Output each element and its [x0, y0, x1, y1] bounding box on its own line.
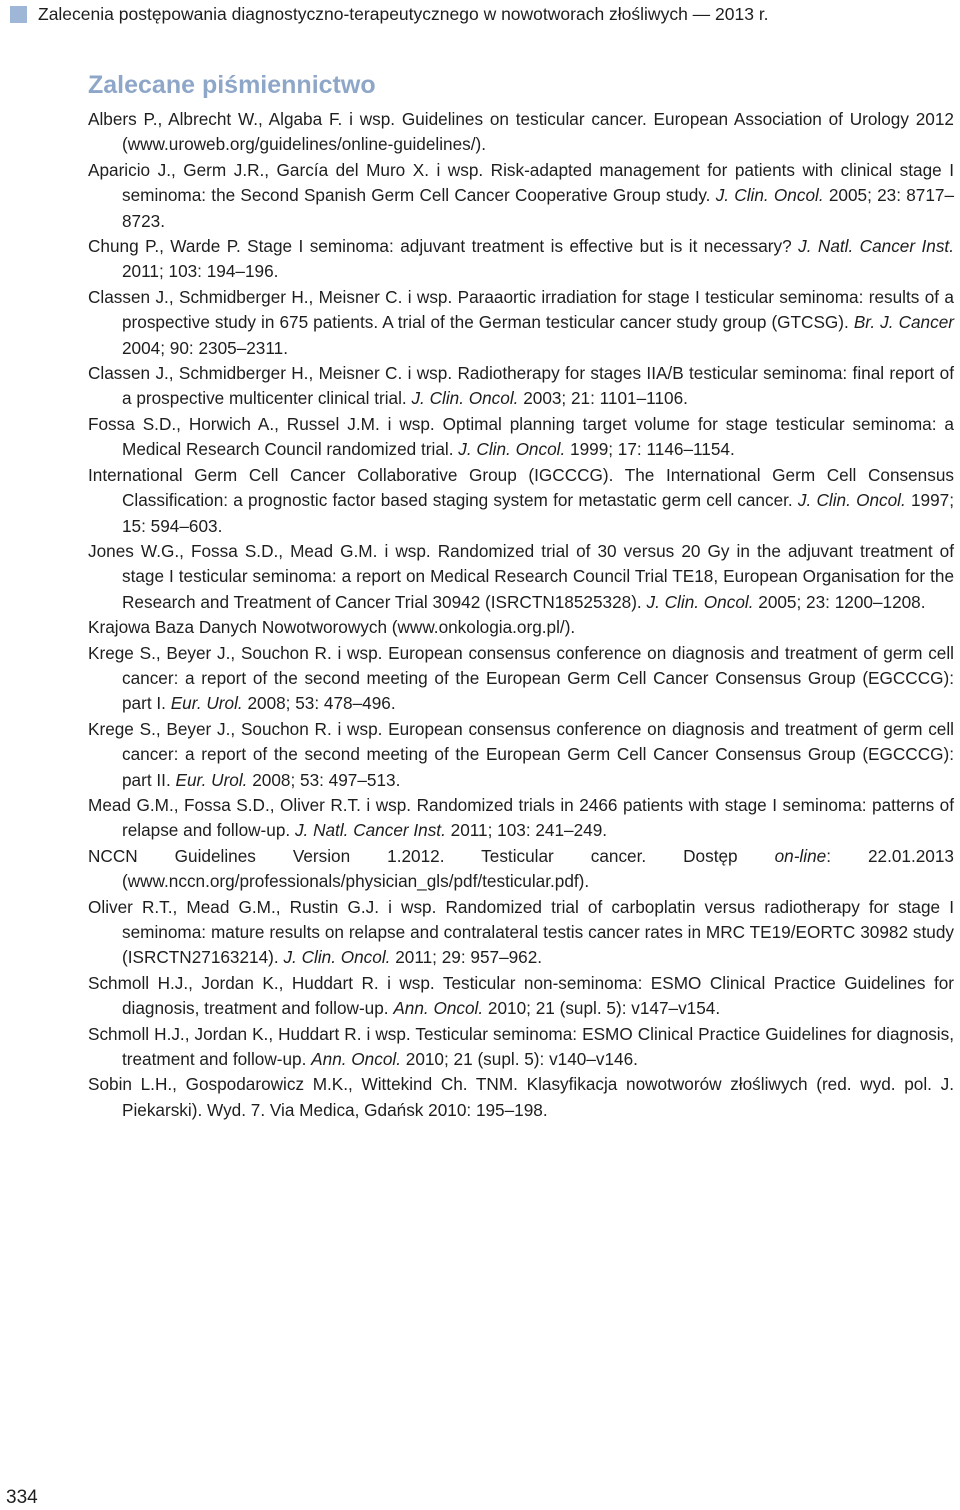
reference-text: 2010; 21 (supl. 5): v147–v154.: [483, 998, 721, 1019]
reference-text: 2004; 90: 2305–2311.: [122, 337, 288, 358]
reference-journal: Ann. Oncol.: [311, 1049, 401, 1070]
reference-text: Schmoll H.J., Jordan K., Huddart R. i wsp. Testicular non-seminoma: ESMO Clinical Practice Guidelines for diagnosis, treatment and follow-up.: [88, 972, 954, 1019]
reference-text: 2008; 53: 478–496.: [242, 693, 396, 714]
reference-journal: J. Clin. Oncol.: [283, 947, 391, 968]
reference-journal: J. Natl. Cancer Inst.: [294, 820, 446, 841]
reference-journal: Eur. Urol.: [170, 693, 243, 714]
reference-text: Krajowa Baza Danych Nowotworowych (www.onkologia.org.pl/).: [88, 617, 576, 638]
reference-journal: Eur. Urol.: [175, 769, 248, 790]
reference-journal: J. Natl. Cancer Inst.: [798, 236, 954, 257]
reference-text: NCCN Guidelines Version 1.2012. Testicular cancer. Dostęp: [88, 845, 775, 866]
page-number: 334: [6, 1487, 38, 1508]
reference-text: 2011; 103: 194–196.: [122, 261, 279, 282]
reference-text: 1997; 15: 594–603.: [122, 490, 954, 536]
reference-item: [88, 615, 954, 640]
reference-text: 2010; 21 (supl. 5): v140–v146.: [400, 1049, 638, 1070]
reference-item: [88, 844, 954, 895]
reference-text: International Germ Cell Cancer Collaborative Group (IGCCCG). The International Germ Cell Consensus Classification: a prognostic factor based staging system for metastatic germ cell cancer.: [88, 464, 954, 511]
reference-journal: J. Clin. Oncol.: [646, 591, 754, 612]
reference-item: [88, 412, 954, 463]
reference-text: 2005; 23: 8717–8723.: [122, 185, 955, 231]
reference-text: Schmoll H.J., Jordan K., Huddart R. i wsp. Testicular seminoma: ESMO Clinical Practice Guidelines for diagnosis, treatment and follow-up.: [88, 1023, 954, 1070]
reference-text: Aparicio J., Germ J.R., García del Muro X. i wsp. Risk-adapted management for patients with clinical stage I seminoma: the Second Spanish Germ Cell Cancer Cooperative Group study.: [88, 159, 954, 206]
reference-text: : 22.01.2013 (www.nccn.org/professionals/physician_gls/pdf/testicular.pdf).: [122, 845, 954, 892]
reference-text: 1999; 17: 1146–1154.: [565, 439, 735, 460]
reference-journal: J. Clin. Oncol.: [715, 185, 824, 206]
reference-item: [88, 971, 954, 1022]
reference-text: Sobin L.H., Gospodarowicz M.K., Wittekind Ch. TNM. Klasyfikacja nowotworów złośliwych (red. wyd. pol. J. Piekarski). Wyd. 7. Via Medica, Gdańsk 2010: 195–198.: [88, 1074, 954, 1120]
reference-item: [88, 793, 954, 844]
reference-item: [88, 895, 954, 971]
reference-journal: J. Clin. Oncol.: [797, 490, 906, 511]
reference-item: [88, 1022, 954, 1073]
reference-item: [88, 158, 954, 234]
reference-text: Jones W.G., Fossa S.D., Mead G.M. i wsp. Randomized trial of 30 versus 20 Gy in the adjuvant treatment of stage I testicular seminoma: a report on Medical Research Council Trial TE18, European Organisation for the Research and Treatment of Cancer Trial 30942 (ISRCTN18525328).: [88, 540, 954, 612]
reference-item: [88, 361, 954, 412]
reference-journal: Br. J. Cancer: [853, 312, 954, 333]
reference-text: Mead G.M., Fossa S.D., Oliver R.T. i wsp. Randomized trials in 2466 patients with stage I seminoma: patterns of relapse and follow-up.: [88, 794, 954, 841]
reference-item: [88, 107, 954, 158]
reference-text: 2011; 29: 957–962.: [390, 947, 543, 968]
reference-list: [88, 107, 954, 1123]
reference-text: Krege S., Beyer J., Souchon R. i wsp. European consensus conference on diagnosis and treatment of germ cell cancer: a report of the second meeting of the European Germ Cell Cancer Consensus Group (EGCCCG): part II.: [88, 718, 954, 790]
reference-text: Albers P., Albrecht W., Algaba F. i wsp. Guidelines on testicular cancer. European Association of Urology 2012 (www.uroweb.org/guidelines/online-guidelines/).: [88, 109, 954, 155]
reference-journal: on-line: [774, 845, 827, 866]
header-square-marker: [10, 6, 27, 23]
reference-text: 2011; 103: 241–249.: [445, 820, 608, 841]
reference-item: [88, 539, 954, 615]
reference-text: 2005; 23: 1200–1208.: [753, 591, 926, 612]
reference-journal: J. Clin. Oncol.: [411, 388, 519, 409]
reference-text: Chung P., Warde P. Stage I seminoma: adjuvant treatment is effective but is it necessary?: [88, 236, 799, 257]
section-title: Zalecane piśmiennictwo: [88, 71, 376, 99]
reference-item: [88, 234, 954, 285]
reference-text: Classen J., Schmidberger H., Meisner C. i wsp. Paraaortic irradiation for stage I testicular seminoma: results of a prospective study in 675 patients. A trial of the German testicular cancer study group (GTCSG).: [88, 286, 954, 333]
reference-item: [88, 463, 954, 539]
reference-journal: Ann. Oncol.: [393, 998, 484, 1019]
reference-text: Krege S., Beyer J., Souchon R. i wsp. European consensus conference on diagnosis and treatment of germ cell cancer: a report of the second meeting of the European Germ Cell Cancer Consensus Group (EGCCCG): part I.: [88, 642, 954, 714]
running-header: [10, 4, 769, 25]
running-header-title: Zalecenia postępowania diagnostyczno-terapeutycznego w nowotworach złośliwych — 2013 r.: [38, 4, 769, 24]
reference-journal: J. Clin. Oncol.: [458, 439, 566, 460]
reference-text: Fossa S.D., Horwich A., Russel J.M. i wsp. Optimal planning target volume for stage testicular seminoma: a Medical Research Council randomized trial.: [88, 413, 954, 460]
reference-item: [88, 717, 954, 793]
reference-item: [88, 1072, 954, 1123]
reference-text: 2003; 21: 1101–1106.: [518, 388, 688, 409]
reference-text: Oliver R.T., Mead G.M., Rustin G.J. i wsp. Randomized trial of carboplatin versus radiotherapy for stage I seminoma: mature results on relapse and contralateral testis cancer rates in MRC TE19/EORTC 30982 study (ISRCTN27163214).: [88, 896, 954, 968]
reference-item: [88, 641, 954, 717]
reference-text: 2008; 53: 497–513.: [247, 769, 401, 790]
reference-item: [88, 285, 954, 361]
reference-text: Classen J., Schmidberger H., Meisner C. i wsp. Radiotherapy for stages IIA/B testicular seminoma: final report of a prospective multicenter clinical trial.: [88, 363, 954, 409]
